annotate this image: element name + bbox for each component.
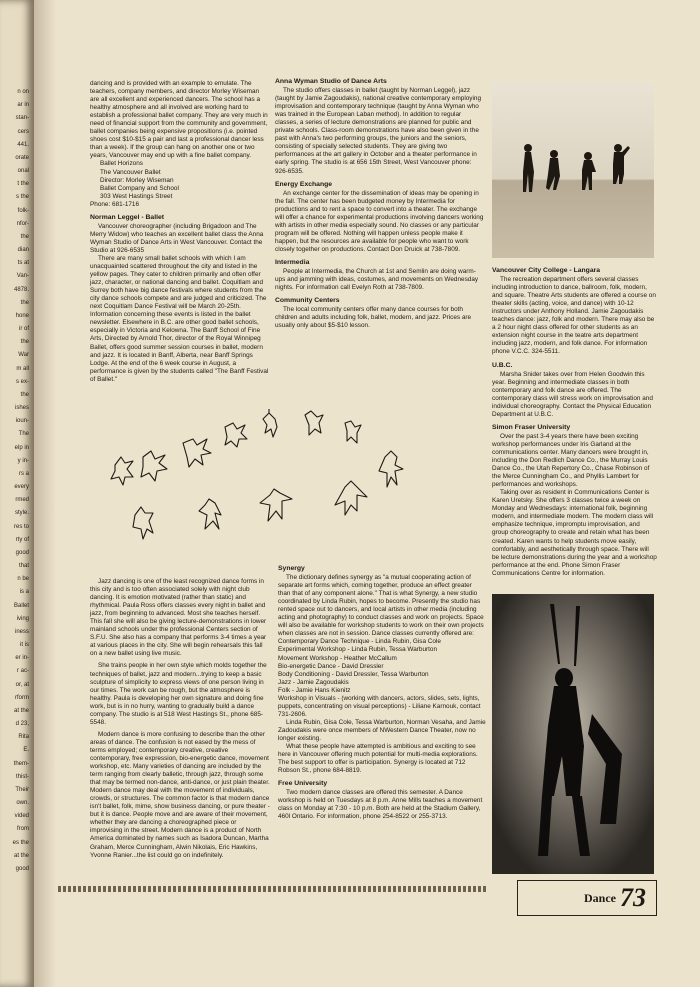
class-list-item: Folk - Jamie Hans Kienitz [278, 686, 351, 694]
column-1-bottom [90, 578, 270, 860]
previous-page-text-fragment: iving [16, 615, 29, 622]
previous-page-text-fragment: 4878. [13, 286, 29, 293]
previous-page-text-fragment: es the [12, 839, 29, 846]
previous-page-text-fragment: Rita [18, 734, 29, 741]
dancer-stretching-photo [492, 594, 654, 874]
body-paragraph: People at Intermedia, the Church at 1st and Semlin are doing warm-ups and jamming with ideas, costumes, and movements on Wednesday nights. For information call Evelyn Roth at 738-7809. [275, 268, 479, 292]
section-heading: Synergy [278, 565, 305, 572]
previous-page-text-fragment: good [15, 866, 29, 872]
section-heading: Anna Wyman Studio of Dance Arts [275, 78, 387, 85]
address-line: 303 West Hastings Street [100, 192, 173, 200]
body-paragraph: The studio offers classes in ballet (taught by Norman Leggel), jazz (taught by Jamie Zagoudakis), national creative contemporary employing improvisation and contemporary technique (taught by Anna Wyman who was trained in the European Laban method). In addition to regular classes, a series of lecture demonstrations are planned for public and private schools. Class-room demonstrations have also been given in the past with Anna's two performing groups, the juniors and the seniors, consisting of specially selected students. They are giving two performances at the art gallery in October and a theater performance in early spring. The studio is at 656 15th Street, West Vancouver phone: 926-6535. [275, 87, 482, 175]
body-paragraph: What these people have attempted is ambitious and exciting to see here in Vancouver offering much potential for multi-media explorations. The best support to offer is participation. Synergy is located at 712 Robson St., phone 684-8819. [278, 743, 478, 775]
previous-page-text-fragment: ts at [17, 260, 29, 267]
previous-page-text-fragment: 441. [17, 141, 29, 148]
class-list-item: Body Conditioning - David Dressler, Tessa Warburton [278, 670, 429, 678]
class-list-item: Bio-energetic Dance - David Dressler [278, 662, 384, 670]
dancer-figure [111, 457, 133, 485]
body-paragraph: The local community centers offer many dance courses for both children and adults including folk, ballet, modern, and jazz. Prices are usually only about $5-$10 lesson. [275, 306, 472, 330]
previous-page-text-fragment: is a [19, 589, 29, 596]
column-2-bottom [278, 565, 486, 821]
body-paragraph: An exchange center for the dissemination of ideas may be opening in the fall. The center has been budgeted money by Intermedia for productions and to rent a space to convert into a theater. The exchange will offer a chance for experimental productions involving dancers working with artists in other media especially sound. No classes or any particular program will be offered. Nothing will happen unless people make it happen, but the resources are available for people who want to work closely together on productions. Contact Don Druick at 738-7809. [275, 189, 484, 253]
section-heading: U.B.C. [492, 361, 513, 369]
body-paragraph: Jazz dancing is one of the least recognized dance forms in this city and is too often associated solely with night club dancing. It is emotion motivated (rather than static) and rhythmical. Paula Ross offers classes every night in ballet and jazz, from beginning to advanced. Most she teaches herself. This fall she will also be giving lecture-demonstrations in lower mainland schools under the professional Centers section of S.F.U. She also has a company that performs 3-4 times a year at various places in the city. She will begin rehearsals this fall on a new ballet using live music. [90, 578, 267, 658]
dancer-figure [305, 411, 323, 435]
previous-page-text-fragment: n on [17, 89, 29, 95]
section-heading: Simon Fraser University [492, 423, 571, 431]
previous-page-text-fragment: rmed [15, 497, 29, 504]
section-heading: Community Centers [275, 297, 340, 305]
dancer-figure [379, 451, 403, 487]
dancer-figure [263, 409, 277, 437]
previous-page-text-fragment: that [18, 563, 29, 570]
section-heading: Intermedia [275, 258, 310, 266]
previous-page-text-fragment: the [20, 339, 29, 346]
section-heading: Norman Leggel - Ballet [90, 213, 165, 221]
section-heading: Energy Exchange [275, 180, 333, 188]
previous-page-text-fragment: thist- [15, 773, 29, 780]
previous-page-text-fragment: at the [13, 707, 29, 714]
column-3-top [492, 267, 657, 578]
previous-page-text-fragment: Ballet [13, 602, 29, 609]
previous-page-text-fragment: n be [17, 576, 29, 583]
previous-page-text-fragment: the [20, 391, 29, 398]
ballet-horizons-address [100, 160, 270, 200]
previous-page-text-fragment: s the [15, 194, 29, 201]
previous-page-text-fragment: the [20, 299, 29, 306]
previous-page-text-fragment: good [15, 549, 29, 556]
previous-page-text-fragment: cers [17, 128, 29, 135]
body-paragraph: Over the past 3-4 years there have been exciting workshop performances under Iris Garland at the communications center. Many dancers were brought in, including the Don Redlich Dance Co., the Murray Louis Dance Co., the Utah Repertory Co., Chase Robinson of the Merce Cunningham Co., and Phyllis Lambert for performances and workshops. [492, 432, 650, 489]
address-line: Ballet Company and School [100, 184, 179, 192]
body-paragraph: Vancouver choreographer (including Brigadoon and The Merry Widow) who teaches an excellent ballet class the Anna Wyman Studio of Dance Arts in West Vancouver. Contact the Studio at 926-6535 [90, 222, 264, 254]
body-paragraph: She trains people in her own style which molds together the techniques of ballet, jazz and modern...trying to keep a basic sculpture of simplicity to express views of one person living in our times. The work can be rough, but the atmosphere is healthy. Paula is developing her own signature and doing fine work, but is in no hurry, wanting to gradually build a dance company. The studio is at 518 West Hastings St., phone 685-5548. [90, 662, 267, 726]
previous-page-text-fragment: from [17, 826, 29, 833]
phone-line: Phone: 681-1716 [90, 200, 140, 208]
column-1-top [90, 80, 270, 384]
page-footer-box [517, 880, 657, 916]
previous-page-text-fragment: m all [16, 365, 29, 372]
synergy-class-list [278, 638, 486, 718]
previous-page-text-fragment: rs a [18, 470, 29, 477]
class-list-item: Experimental Workshop - Linda Rubin, Tessa Warburton [278, 646, 438, 654]
page-number: 73 [620, 883, 646, 912]
class-list-item: Movement Workshop - Heather McCallum [278, 654, 397, 662]
previous-page-text-fragment: hone [15, 312, 29, 319]
previous-page-text-fragment: res to [13, 523, 29, 530]
dancer-figure [225, 423, 247, 447]
previous-page-text-fragment: t the [17, 181, 29, 188]
previous-page-text-fragment: them- [13, 760, 29, 767]
previous-page-text-fragment: stan- [15, 115, 29, 122]
address-line: Ballet Horizons [100, 160, 143, 168]
body-paragraph: The recreation department offers several classes including introduction to dance, ballroom, folk, modern, and square. Theatre Arts students are offered a course on theater skills (acting, voice, and dance) with 10-12 instructors under Anthony Holland. Jamie Zagoudakis teaches dance: jazz, folk and modern. There may also be a 2 hour night class offered for other students as an extension night course in the teatre arts department including jazz, modern, and folk dance. For information phone V.C.C. 324-5511. [492, 276, 656, 356]
previous-page-text-fragment: at the [13, 852, 29, 859]
previous-page-text-fragment: Van- [16, 273, 29, 280]
body-paragraph: There are many small ballet schools with which I am unacquainted scattered throughout the city and listed in the yellow pages. They cater to children primarily and often offer jazz, character, or national dancing and ballet. Coquitlam and Surrey both have big dance festivals where students from the city dance schools compete and are judged and criticized. The next Coquitlam Dance Festival will be March 20-25th. Information concerning these events is listed in the ballet newsletter. Elsewhere in B.C. are other good ballet schools, especially in Victoria and Kelowna. The Banff School of Fine Arts, Directed by Arnold Thor, director of the Royal Winnipeg Ballet, offers good summer session courses in ballet, modern and jazz. It is located in Banff, Alberta, near Banff Springs Lodge. At the end of the 6 week course in August, a performance is given by the students called "The Banff Festival of Ballet." [90, 254, 269, 383]
previous-page-text-fragment: it is [20, 642, 29, 649]
magazine-title: Dance [584, 890, 616, 905]
previous-page-text-fragment: ishes [14, 405, 29, 412]
body-paragraph: Linda Rubin, Gisa Cole, Tessa Warburton, Norman Vesaha, and Jamie Zadoudakis were once members of NWestern Dance Theater, now no longer existing. [278, 718, 486, 742]
previous-page-text-fragment: E. [23, 747, 29, 754]
class-list-item: Contemporary Dance Technique - Linda Rubin, Gisa Cole [278, 638, 441, 646]
previous-page-text-fragment: ir of [18, 326, 29, 333]
section-heading: Free University [278, 780, 328, 788]
previous-page-edge [0, 0, 34, 987]
class-list-item: Workshop in Visuals - (working with dancers, actors, slides, sets, lights, puppets, concentrating on visual perceptions) - Liliane Karnouk, contact 731-2606. [278, 694, 481, 718]
dancer-figure [199, 499, 221, 529]
body-paragraph: Taking over as resident in Communications Center is Karen Uretsky. She offers 3 classes twice a week on Monday and Wednesdays: international folk, beginning modern, and intermediate modern. The modern class will emphasize technique, impromptu improvisation, and group choreography to create and retain what has been created. Karen wants to help students move easily, comfortably, and aesthetically through space. There will be lecture demonstrations during the year and a workshop performance at the end. Phone Simon Fraser Communications Centre for information. [492, 489, 657, 577]
class-list-item: Jazz - Jamie Zagoudakis [278, 678, 349, 686]
dancer-figure [141, 451, 167, 481]
dancer-figure [345, 421, 361, 443]
dancer-figure [183, 439, 211, 467]
previous-page-text-fragment: style. [14, 510, 29, 517]
previous-page-text-fragment: onal [17, 168, 29, 175]
footer-decorative-rule [58, 886, 488, 892]
previous-page-text-fragment: dian [17, 247, 29, 254]
previous-page-text-fragment: The [18, 431, 29, 438]
previous-page-text-fragment: the [20, 233, 29, 240]
column-2-top [275, 78, 485, 330]
body-paragraph: Two modern dance classes are offered this semester. A Dance workshop is held on Tuesdays at 8 p.m. Anne Mills teaches a movement class on Monday at 7:30 - 10 p.m. Both are held at the Stadium Gallery, 460l Ontario. For information, phone 254-8522 or 255-3713. [278, 789, 483, 821]
previous-page-text-fragment: y in- [17, 457, 29, 464]
previous-page-text-fragment: elp in [14, 444, 29, 451]
previous-page-text-fragment: r ac- [17, 668, 29, 675]
body-paragraph: The dictionary defines synergy as "a mutual cooperating action of separate art forms which, coming together, produce an effect greater than that of any component alone." That is what Synergy, a new studio coordinated by Linda Rubin, hopes to become. Presently the studio has rented space out to dancers, and local artists in other media (including acting and photography) to conduct classes and work on projects. Space will also be available for workshop students to work on their own projects when classes are not in session. Dance classes currently offered are: [278, 574, 484, 638]
previous-page-text-fragment: nfor- [16, 220, 29, 227]
previous-page-text-fragment: or, at [15, 681, 29, 688]
previous-page-text-fragment: Their [15, 786, 29, 793]
previous-page-text-fragment: rty of [15, 536, 29, 543]
previous-page-text-fragment: own. [16, 800, 29, 807]
intro-paragraph: dancing and is provided with an example to emulate. The teachers, company members, and director Morley Wiseman are all excellent and experienced dancers. The school has a healthy atmosphere and all involved are working hard to establish a professional ballet company. They are very much in need of financial support from the community and government, ballet companies being expensive propositions (i.e. pointed shoes cost $10-$15 a pair and last a professional dancer less than a week). If the group can hang on another one or two years, Vancouver may end up with a fine ballet company. [90, 80, 268, 160]
previous-page-text-fragment: War [18, 352, 29, 359]
dancer-figure [133, 507, 153, 539]
dancer-figure [335, 481, 367, 515]
previous-page-text-fragment: folk- [17, 207, 29, 214]
previous-page-text-fragment: every [14, 484, 29, 491]
previous-page-text-fragment: iness [14, 628, 29, 635]
dancing-figures-illustration [95, 405, 415, 570]
dancer-figure [260, 489, 292, 521]
section-heading: Vancouver City College - Langara [492, 267, 601, 274]
previous-page-text-fragment: ioun- [15, 418, 29, 425]
previous-page-text-fragment: ar in [17, 102, 29, 109]
dancers-outdoor-photo [492, 82, 654, 258]
previous-page-text-fragment: s ex- [15, 378, 29, 385]
address-line: Director: Morley Wiseman [100, 176, 174, 184]
body-paragraph: Modern dance is more confusing to describe than the other areas of dance. The confusion is not eased by the mess of terms employed; contemporary creative, creative contemporary, free expression, bio-energetic dance, movement workshop, etc. Many varieties of dancing are included by the term ranging from clearly balletic, through jazz, through some that may be termed non-dance, anti-dance, or just plain theater. Modern dance may deal with the movement of individuals, crowds, or structures. The common factor is that modern dance isn't ballet, folk, mime, show business dancing, or pure theater - but it is dance. People move and are aware of their movement, whether they are dancing a choreographed piece or improvising in the street. Modern dance is a product of North America dominated by names such as Isadora Duncan, Martha Graham, Merce Cunningham, Alwin Nikolais, Eric Hawkins, Yvonne Ranier...the list could go on indefinitely. [90, 730, 270, 859]
previous-page-text-fragment: d 23, [15, 721, 29, 728]
previous-page-text-fragment: vided [14, 813, 29, 820]
body-paragraph: Marsha Snider takes over from Helen Goodwin this year. Beginning and intermediate classes in both contemporary and folk dance are offered. The contemporary class will stress work on improvisation and individual choreography. Contact the Physical Education Department at U.B.C. [492, 370, 653, 418]
previous-page-text-fragment: orate [15, 154, 29, 161]
previous-page-text-fragment: rform [15, 694, 29, 701]
address-line: The Vancouver Ballet [100, 168, 161, 176]
previous-page-text-fragment: er in- [15, 655, 29, 662]
